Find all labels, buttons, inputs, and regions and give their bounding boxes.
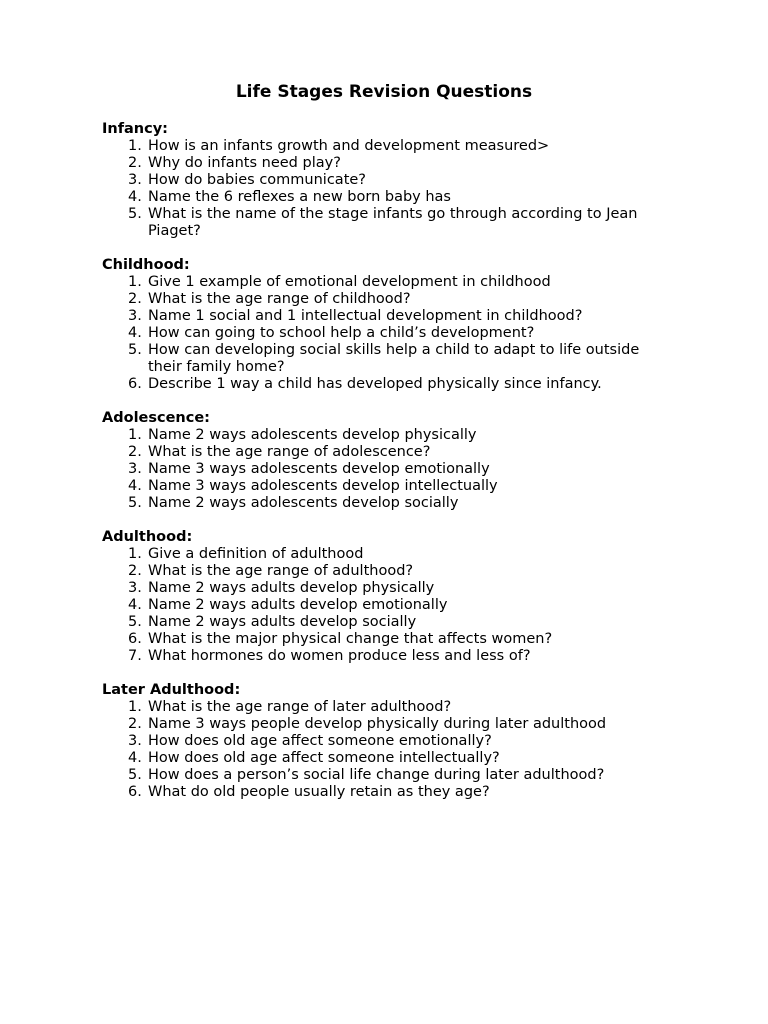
item-number: 2.: [128, 563, 142, 579]
question-text: What is the major physical change that affects women?: [148, 631, 553, 647]
item-number: 3.: [128, 461, 142, 477]
question-text: Name 2 ways adults develop physically: [148, 580, 435, 596]
list-item: [102, 444, 662, 461]
section-heading: Later Adulthood:: [102, 682, 241, 698]
item-number: 6.: [128, 376, 142, 392]
question-text: What do old people usually retain as they age?: [148, 784, 490, 800]
question-list: [102, 699, 662, 801]
item-number: 2.: [128, 716, 142, 732]
list-item: [102, 138, 662, 155]
section-heading: Adulthood:: [102, 529, 193, 545]
question-text: Name 3 ways adolescents develop emotionally: [148, 461, 490, 477]
list-item: [102, 308, 662, 325]
section-heading: Childhood:: [102, 257, 190, 273]
item-number: 1.: [128, 427, 142, 443]
item-number: 5.: [128, 767, 142, 783]
item-number: 4.: [128, 325, 142, 341]
section-adulthood: [102, 529, 662, 665]
item-number: 7.: [128, 648, 142, 664]
question-text: Name 3 ways people develop physically during later adulthood: [148, 716, 607, 732]
question-text: Name 1 social and 1 intellectual development in childhood?: [148, 308, 583, 324]
list-item: [102, 614, 662, 631]
section-heading: Adolescence:: [102, 410, 210, 426]
item-number: 6.: [128, 784, 142, 800]
item-number: 3.: [128, 733, 142, 749]
item-number: 1.: [128, 138, 142, 154]
list-item: [102, 376, 662, 393]
list-item: [102, 172, 662, 189]
item-number: 5.: [128, 342, 142, 358]
list-item: [102, 427, 662, 444]
question-text: How does old age affect someone emotionally?: [148, 733, 492, 749]
question-list: [102, 274, 662, 393]
item-number: 4.: [128, 189, 142, 205]
question-text: Give a definition of adulthood: [148, 546, 364, 562]
document-body: [102, 121, 662, 818]
question-text: Give 1 example of emotional development in childhood: [148, 274, 551, 290]
list-item: [102, 563, 662, 580]
item-number: 1.: [128, 546, 142, 562]
list-item: [102, 206, 662, 240]
question-text: How can going to school help a child’s development?: [148, 325, 535, 341]
list-item: [102, 546, 662, 563]
question-text: What is the age range of childhood?: [148, 291, 411, 307]
question-text: How can developing social skills help a child to adapt to life outside their family home?: [148, 342, 640, 375]
section-infancy: [102, 121, 662, 240]
question-text: What hormones do women produce less and less of?: [148, 648, 531, 664]
list-item: [102, 699, 662, 716]
item-number: 4.: [128, 750, 142, 766]
list-item: [102, 597, 662, 614]
list-item: [102, 784, 662, 801]
page-title: Life Stages Revision Questions: [235, 82, 533, 102]
section-heading: Infancy:: [102, 121, 168, 137]
list-item: [102, 461, 662, 478]
item-number: 2.: [128, 155, 142, 171]
question-text: Name 2 ways adolescents develop physically: [148, 427, 477, 443]
section-childhood: [102, 257, 662, 393]
list-item: [102, 733, 662, 750]
question-list: [102, 546, 662, 665]
list-item: [102, 155, 662, 172]
question-text: What is the name of the stage infants go through according to Jean Piaget?: [148, 206, 638, 239]
question-text: What is the age range of later adulthood?: [148, 699, 452, 715]
question-text: How does a person’s social life change during later adulthood?: [148, 767, 605, 783]
item-number: 5.: [128, 614, 142, 630]
section-adolescence: [102, 410, 662, 512]
item-number: 3.: [128, 308, 142, 324]
item-number: 2.: [128, 291, 142, 307]
question-text: Why do infants need play?: [148, 155, 341, 171]
list-item: [102, 716, 662, 733]
list-item: [102, 648, 662, 665]
item-number: 1.: [128, 274, 142, 290]
question-text: How do babies communicate?: [148, 172, 366, 188]
list-item: [102, 189, 662, 206]
question-text: Name the 6 reflexes a new born baby has: [148, 189, 451, 205]
item-number: 5.: [128, 495, 142, 511]
question-text: Name 2 ways adults develop emotionally: [148, 597, 448, 613]
item-number: 5.: [128, 206, 142, 222]
question-text: What is the age range of adolescence?: [148, 444, 431, 460]
item-number: 6.: [128, 631, 142, 647]
question-text: Name 2 ways adolescents develop socially: [148, 495, 459, 511]
item-number: 4.: [128, 478, 142, 494]
question-text: How does old age affect someone intellectually?: [148, 750, 500, 766]
list-item: [102, 631, 662, 648]
question-list: [102, 138, 662, 240]
item-number: 2.: [128, 444, 142, 460]
list-item: [102, 767, 662, 784]
question-text: Describe 1 way a child has developed physically since infancy.: [148, 376, 602, 392]
item-number: 3.: [128, 580, 142, 596]
list-item: [102, 325, 662, 342]
item-number: 3.: [128, 172, 142, 188]
item-number: 1.: [128, 699, 142, 715]
question-text: How is an infants growth and development measured>: [148, 138, 550, 154]
question-text: Name 3 ways adolescents develop intellectually: [148, 478, 498, 494]
list-item: [102, 291, 662, 308]
question-text: Name 2 ways adults develop socially: [148, 614, 417, 630]
list-item: [102, 495, 662, 512]
list-item: [102, 750, 662, 767]
list-item: [102, 342, 662, 376]
question-text: What is the age range of adulthood?: [148, 563, 414, 579]
question-list: [102, 427, 662, 512]
list-item: [102, 580, 662, 597]
list-item: [102, 478, 662, 495]
item-number: 4.: [128, 597, 142, 613]
section-later-adulthood: [102, 682, 662, 801]
list-item: [102, 274, 662, 291]
